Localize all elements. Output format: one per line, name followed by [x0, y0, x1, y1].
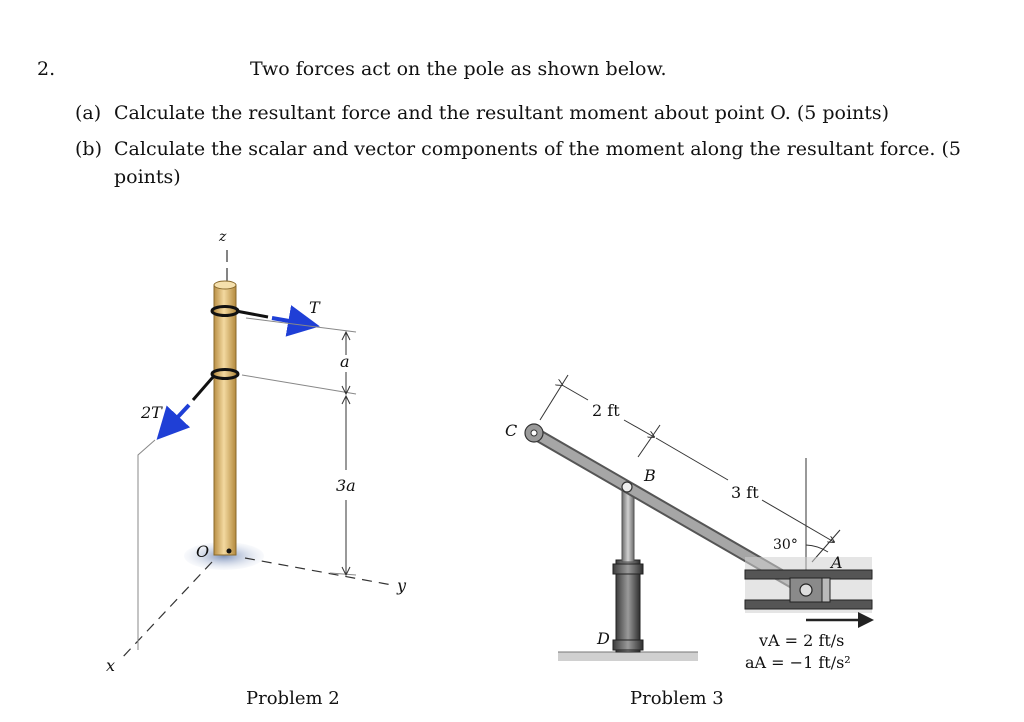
label-y-axis: y	[397, 576, 407, 595]
dim-ext-c	[540, 375, 568, 420]
part-b-text-line2: points)	[114, 166, 181, 188]
force-2t-arrow	[162, 405, 189, 434]
piston-rod	[622, 488, 634, 562]
ground-d	[558, 652, 698, 661]
part-a-text: Calculate the resultant force and the resultant moment about point O. (5 points)	[114, 102, 890, 124]
label-point-d: D	[597, 629, 610, 648]
label-point-c: C	[505, 421, 518, 440]
label-velocity: vA = 2 ft/s	[759, 631, 845, 650]
cable-t	[236, 311, 268, 317]
pole	[214, 285, 236, 555]
label-acceleration: aA = −1 ft/s²	[745, 653, 851, 672]
label-dim-a: a	[340, 352, 350, 371]
problem-number: 2.	[37, 58, 56, 80]
y-axis	[245, 558, 392, 585]
dim-2ft-line-b	[624, 420, 654, 437]
pole-top	[214, 281, 236, 289]
label-length-ba: 3 ft	[731, 483, 759, 502]
pole-figure	[120, 250, 392, 660]
label-point-b: B	[644, 466, 656, 485]
part-b-text-line1: Calculate the scalar and vector components of the moment along the resultant force. (5	[114, 138, 961, 160]
label-dim-3a: 3a	[336, 476, 356, 495]
label-angle: 30°	[773, 537, 798, 553]
label-length-cb: 2 ft	[592, 401, 620, 420]
dim-ref-mid	[242, 375, 356, 394]
part-b-label: (b)	[75, 138, 102, 160]
dim-3ft-line-a	[656, 438, 728, 480]
x-axis	[120, 562, 212, 660]
label-z-axis: z	[219, 229, 227, 245]
dim-ref-top	[246, 318, 356, 332]
angle-arc	[806, 545, 828, 552]
label-force-t: T	[309, 298, 320, 317]
part-a-label: (a)	[75, 102, 102, 124]
origin-point	[227, 549, 232, 554]
label-force-2t: 2T	[141, 403, 162, 422]
pin-a	[800, 584, 812, 596]
pin-b	[622, 482, 632, 492]
problem-intro: Two forces act on the pole as shown below.	[250, 58, 667, 80]
label-x-axis: x	[106, 656, 116, 675]
projection-line-2t	[138, 440, 155, 650]
dim-2ft-line-a	[562, 385, 588, 400]
label-origin-o: O	[196, 542, 210, 561]
dim-3ft-line-b	[762, 500, 834, 542]
linkage-figure	[525, 375, 874, 661]
caption-problem-3: Problem 3	[630, 688, 724, 709]
caption-problem-2: Problem 2	[246, 688, 340, 709]
cable-2t	[193, 377, 213, 400]
label-point-a: A	[831, 553, 843, 572]
